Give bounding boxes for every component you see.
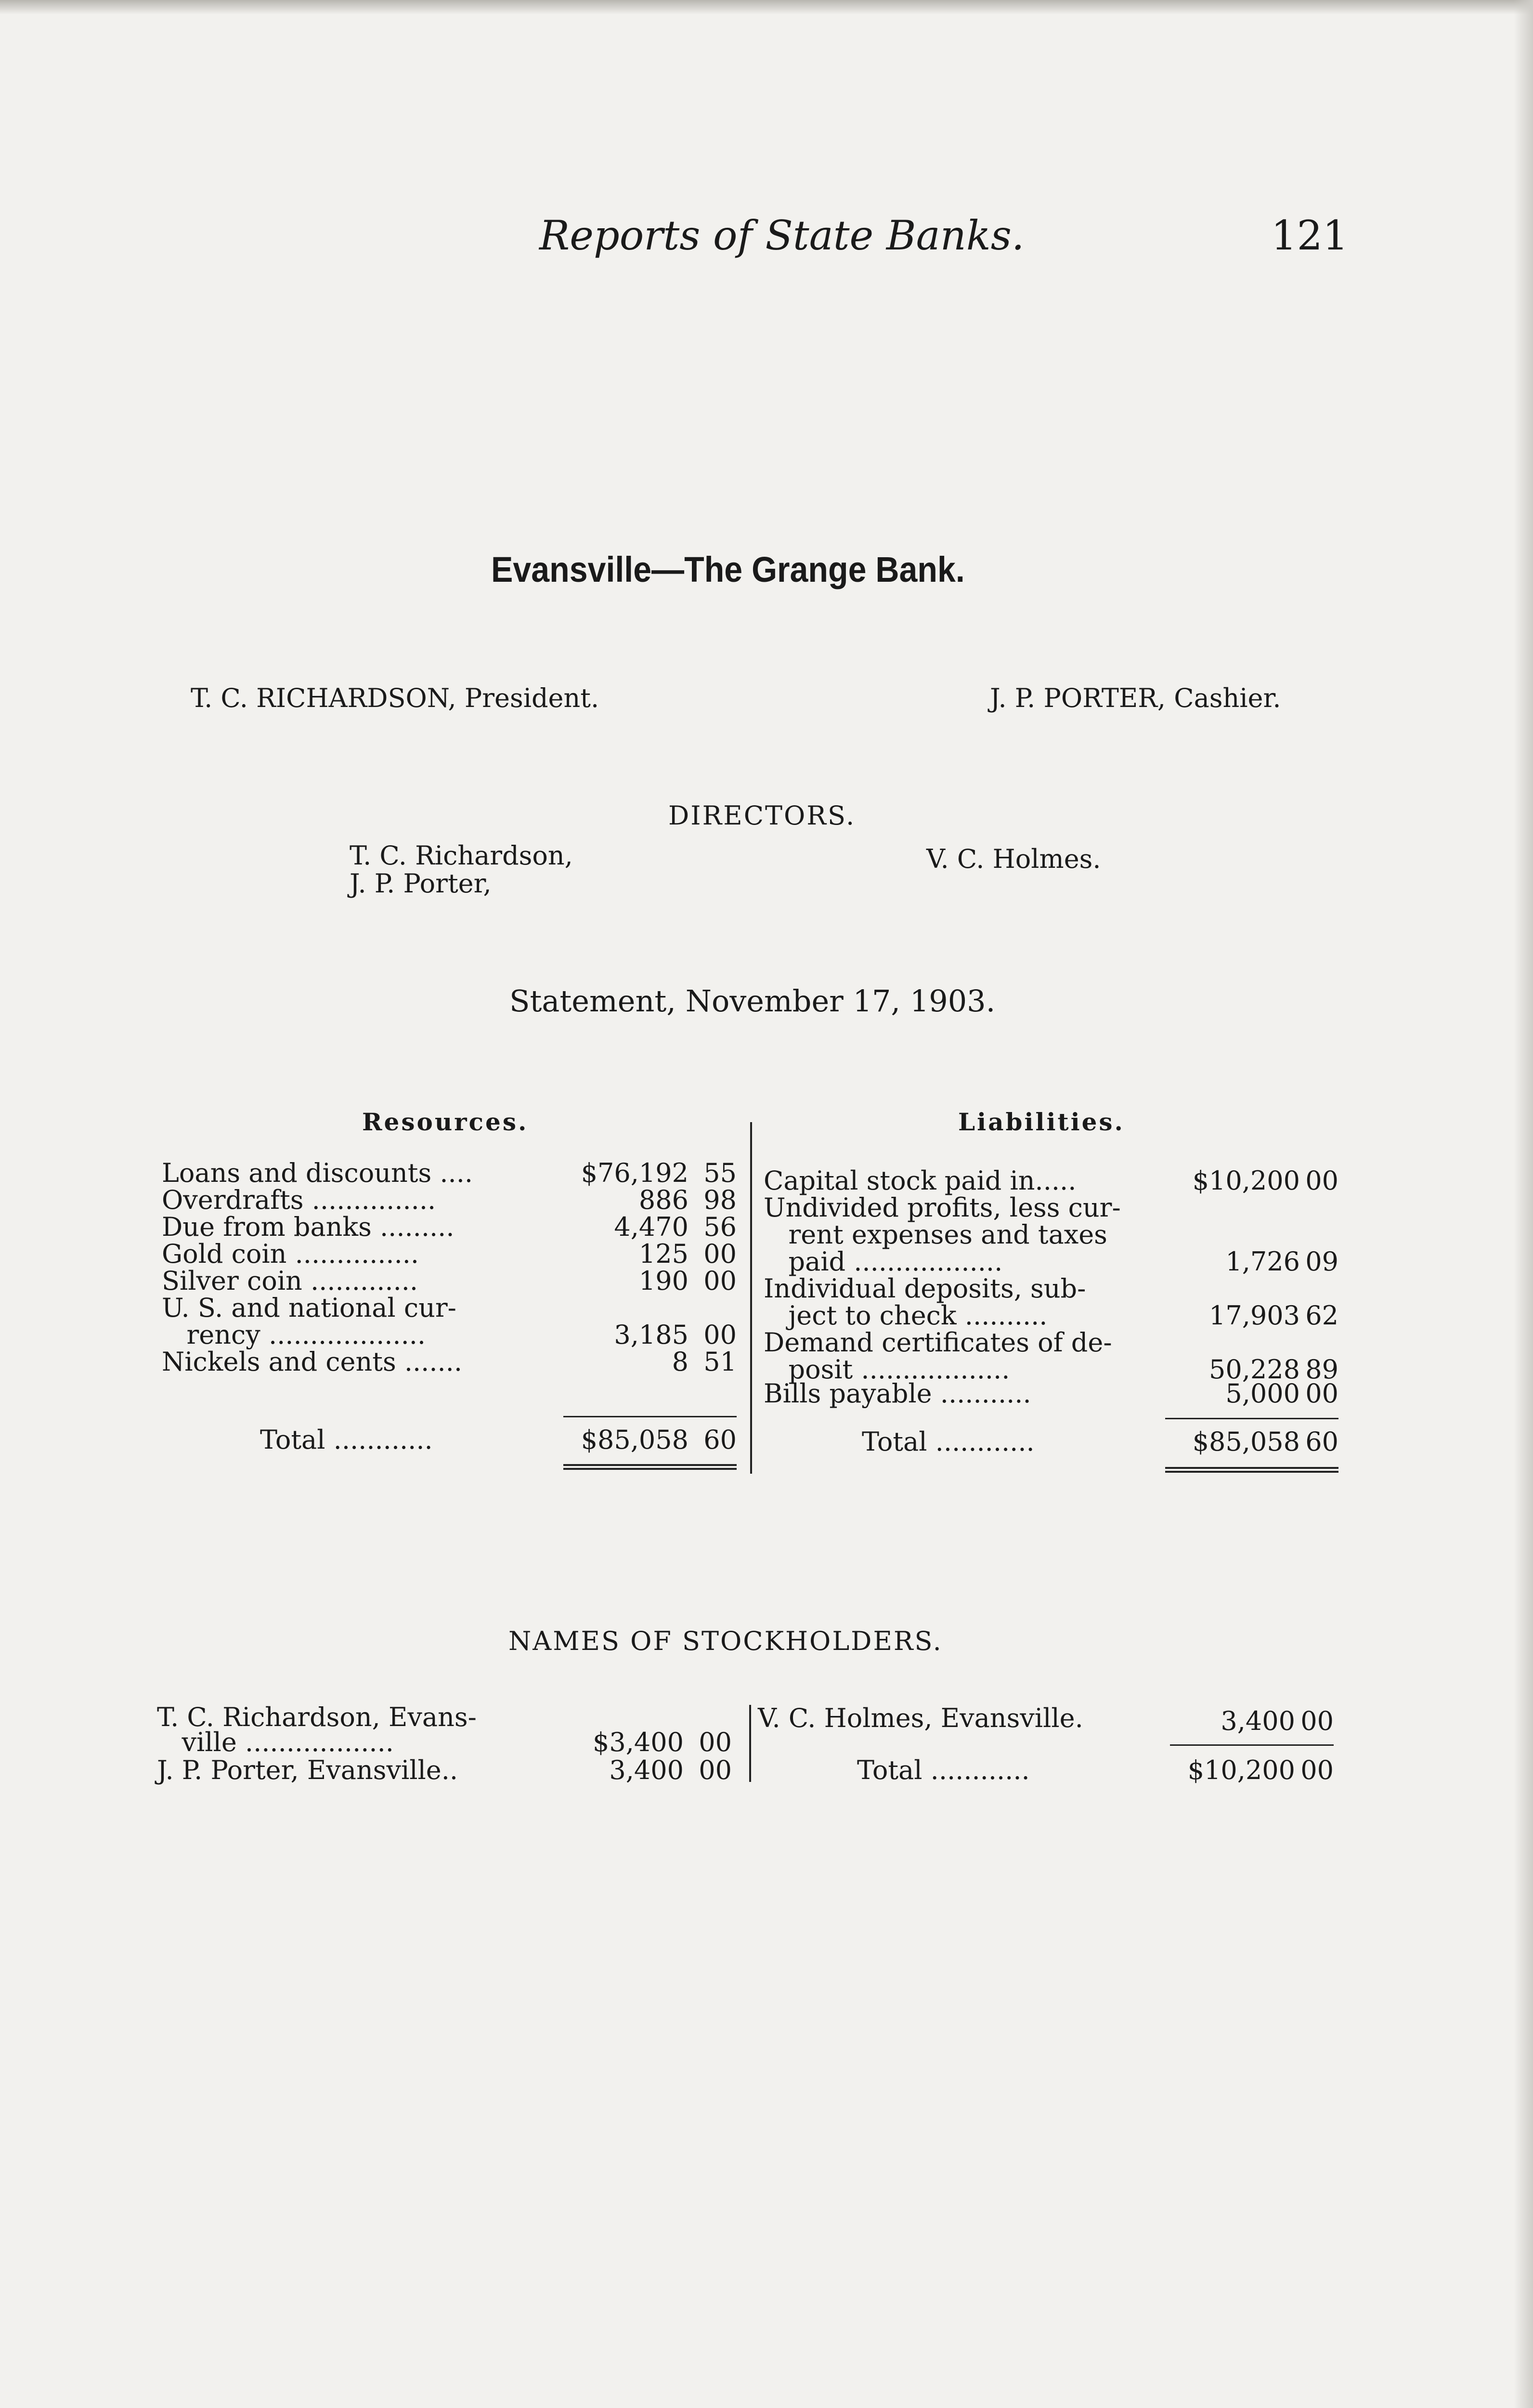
- stockholders-total-dollars: $10,200: [1187, 1755, 1295, 1785]
- stockholders-total-label: Total ............: [857, 1755, 1030, 1785]
- resources-row-dollars: 190: [638, 1266, 689, 1296]
- resources-total-cents: 60: [703, 1425, 737, 1455]
- resources-row-label: rency ...................: [162, 1320, 426, 1350]
- directors-left-column: [350, 842, 573, 898]
- resources-row-label: Nickels and cents .......: [162, 1347, 463, 1377]
- resources-row-cents: 00: [703, 1266, 737, 1296]
- liabilities-row-dollars: $10,200: [1192, 1165, 1300, 1196]
- liabilities-double-rule: [1165, 1467, 1338, 1473]
- liabilities-row-label: paid ..................: [764, 1246, 1003, 1277]
- resources-row-label: Overdrafts ...............: [162, 1185, 436, 1215]
- liabilities-row-dollars: 17,903: [1209, 1300, 1300, 1331]
- resources-row-cents: 00: [703, 1239, 737, 1269]
- stockholder-name-cont: ville ..................: [157, 1727, 394, 1757]
- liabilities-row-label: posit ..................: [764, 1354, 1010, 1385]
- stockholder-name: V. C. Holmes, Evansville.: [758, 1703, 1083, 1733]
- resources-row-cents: 55: [703, 1158, 737, 1188]
- stockholders-heading: NAMES OF STOCKHOLDERS.: [508, 1626, 943, 1656]
- liabilities-row-label: Demand certificates of de-: [764, 1327, 1112, 1358]
- president-line: T. C. RICHARDSON, President.: [191, 683, 599, 713]
- liabilities-heading: Liabilities.: [958, 1108, 1125, 1136]
- resources-row-label: Gold coin ...............: [162, 1239, 419, 1269]
- liabilities-total-cents: 60: [1305, 1426, 1338, 1457]
- liabilities-row-cents: 62: [1305, 1300, 1338, 1331]
- liabilities-row-dollars: 5,000: [1225, 1378, 1300, 1409]
- liabilities-row-label: Individual deposits, sub-: [764, 1273, 1086, 1304]
- statement-title: Statement, November 17, 1903.: [509, 983, 996, 1019]
- director-name: J. P. Porter,: [350, 868, 492, 899]
- liabilities-row-cents: 09: [1305, 1246, 1338, 1277]
- resources-row-label: U. S. and national cur-: [162, 1293, 456, 1323]
- page-number: 121: [1271, 212, 1349, 259]
- liabilities-row-label: Capital stock paid in.....: [764, 1165, 1077, 1196]
- page-top-edge-shadow: [0, 0, 1533, 14]
- liabilities-row-dollars: 50,228: [1209, 1354, 1300, 1385]
- liabilities-row-label: rent expenses and taxes: [764, 1219, 1107, 1250]
- stockholder-cents: 00: [1300, 1706, 1334, 1736]
- liabilities-row-cents: 00: [1305, 1378, 1338, 1409]
- resources-row-dollars: 8: [672, 1347, 689, 1377]
- resources-heading: Resources.: [362, 1108, 529, 1136]
- liabilities-total-label: Total ............: [862, 1426, 1035, 1457]
- stockholder-dollars: 3,400: [609, 1755, 684, 1785]
- bank-title: Evansville—The Grange Bank.: [491, 550, 965, 589]
- resources-row-cents: 51: [703, 1347, 737, 1377]
- running-head: Reports of State Banks.: [539, 212, 1025, 259]
- resources-row-label: Due from banks .........: [162, 1212, 455, 1242]
- stockholder-name: J. P. Porter, Evansville..: [157, 1755, 458, 1785]
- resources-row-dollars: $76,192: [581, 1158, 689, 1188]
- resources-row-cents: 56: [703, 1212, 737, 1242]
- liabilities-total-dollars: $85,058: [1192, 1426, 1300, 1457]
- resources-total-dollars: $85,058: [581, 1425, 689, 1455]
- stockholder-cents: 00: [699, 1727, 732, 1757]
- cashier-line: J. P. PORTER, Cashier.: [990, 683, 1281, 713]
- directors-heading: DIRECTORS.: [668, 800, 856, 831]
- stockholder-name: T. C. Richardson, Evans-: [157, 1702, 477, 1732]
- stockholder-cents: 00: [699, 1755, 732, 1785]
- stockholders-sum-rule: [1170, 1744, 1334, 1746]
- liabilities-sum-rule: [1165, 1418, 1338, 1419]
- stockholders-total-cents: 00: [1300, 1755, 1334, 1785]
- resources-sum-rule: [563, 1416, 737, 1417]
- resources-row-dollars: 125: [638, 1239, 689, 1269]
- resources-row-label: Silver coin .............: [162, 1266, 418, 1296]
- resources-double-rule: [563, 1464, 737, 1470]
- resources-row-dollars: 886: [638, 1185, 689, 1215]
- resources-row-dollars: 3,185: [614, 1320, 689, 1350]
- resources-row-cents: 00: [703, 1320, 737, 1350]
- resources-row-cents: 98: [703, 1185, 737, 1215]
- column-divider: [750, 1122, 752, 1474]
- liabilities-row-cents: 00: [1305, 1165, 1338, 1196]
- liabilities-row-label: Undivided profits, less cur-: [764, 1192, 1121, 1223]
- page-right-edge-shadow: [1514, 0, 1533, 2408]
- stockholders-divider: [749, 1705, 751, 1782]
- director-name: V. C. Holmes.: [926, 844, 1101, 874]
- liabilities-row-dollars: 1,726: [1225, 1246, 1300, 1277]
- liabilities-row-cents: 89: [1305, 1354, 1338, 1385]
- stockholder-dollars: 3,400: [1221, 1706, 1295, 1736]
- stockholder-dollars: $3,400: [593, 1727, 684, 1757]
- liabilities-row-label: ject to check ..........: [764, 1300, 1048, 1331]
- resources-total-label: Total ............: [260, 1425, 433, 1455]
- resources-row-dollars: 4,470: [614, 1212, 689, 1242]
- resources-row-label: Loans and discounts ....: [162, 1158, 473, 1188]
- director-name: T. C. Richardson,: [350, 840, 573, 871]
- liabilities-row-label: Bills payable ...........: [764, 1378, 1031, 1409]
